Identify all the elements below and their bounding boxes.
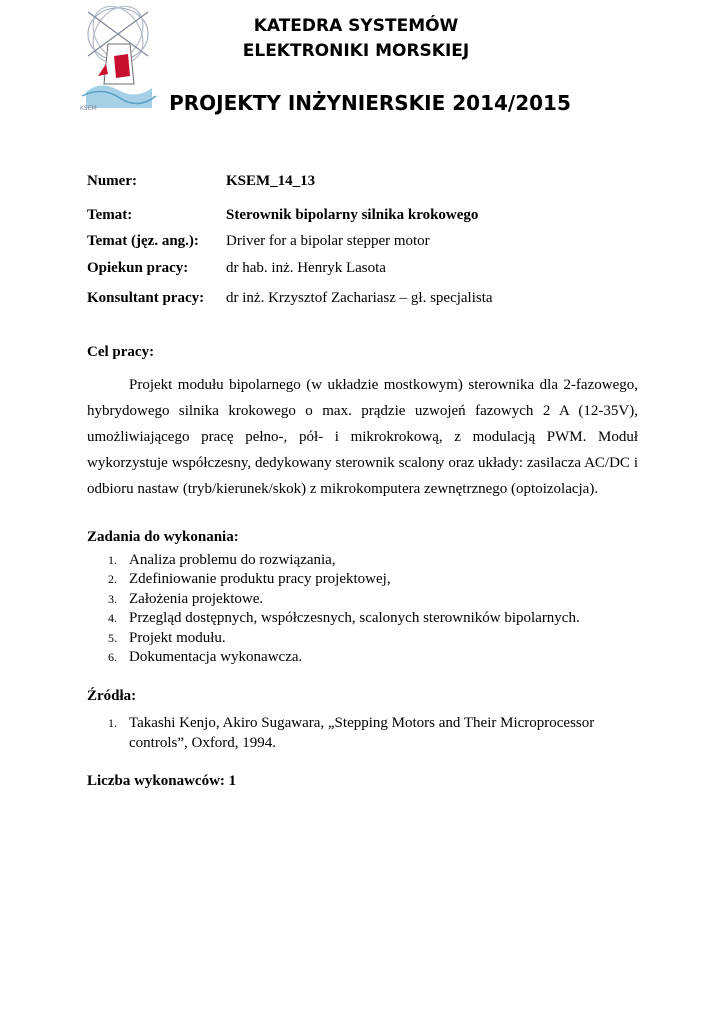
liczba-wykonawcow: Liczba wykonawców: 1 [87,773,237,789]
page-title: PROJEKTY INŻYNIERSKIE 2014/2015 [169,91,571,115]
list-item: 3. Założenia projektowe. [108,590,264,607]
cel-paragraph: Projekt modułu bipolarnego (w układzie mostkowym) sterownika dla 2-fazowego, hybrydowego silnika krokowego o max. prądzie uzwojeń fazowych 2 A (12-35V), umożliwiającego pracę pełno-, pół- i mikrokrokową, z modulacją PWM. Moduł wykorzystuje współczesny, dedykowany sterownik scalony oraz układy: zasilacza AC/DC i odbioru nastaw (tryb/kierunek/skok) z mikrokomputera zewnętrznego (optoizolacja). [87,377,638,497]
field-value: dr hab. inż. Henryk Lasota [226,260,386,276]
field-value: KSEM_14_13 [226,173,316,189]
field-value: dr inż. Krzysztof Zachariasz – gł. specjalista [226,290,493,306]
field-label: Temat (jęz. ang.): [87,233,199,249]
field-label: Konsultant pracy: [87,290,205,306]
field-value: Sterownik bipolarny silnika krokowego [226,207,479,223]
svg-text:KSEM: KSEM [80,105,97,112]
section-heading-zadania: Zadania do wykonania: [87,529,239,545]
section-heading-cel: Cel pracy: [87,344,155,360]
list-item: 5. Projekt modułu. [108,629,226,646]
field-value: Driver for a bipolar stepper motor [226,233,430,249]
field-label: Opiekun pracy: [87,260,189,276]
list-item: 1. Analiza problemu do rozwiązania, [108,552,336,568]
list-item: 4. Przegląd dostępnych, współczesnych, scalonych sterowników bipolarnych. [108,610,580,627]
field-label: Temat: [87,207,133,223]
header-department-line2: ELEKTRONIKI MORSKIEJ [242,41,470,61]
list-item: 2. Zdefiniowanie produktu pracy projektowej, [108,571,391,588]
section-heading-zrodla: Źródła: [87,688,137,704]
field-label: Numer: [87,173,137,189]
header-department-line1: KATEDRA SYSTEMÓW [253,16,459,36]
list-item: 6. Dokumentacja wykonawcza. [108,648,303,665]
zadania-list [87,551,580,667]
